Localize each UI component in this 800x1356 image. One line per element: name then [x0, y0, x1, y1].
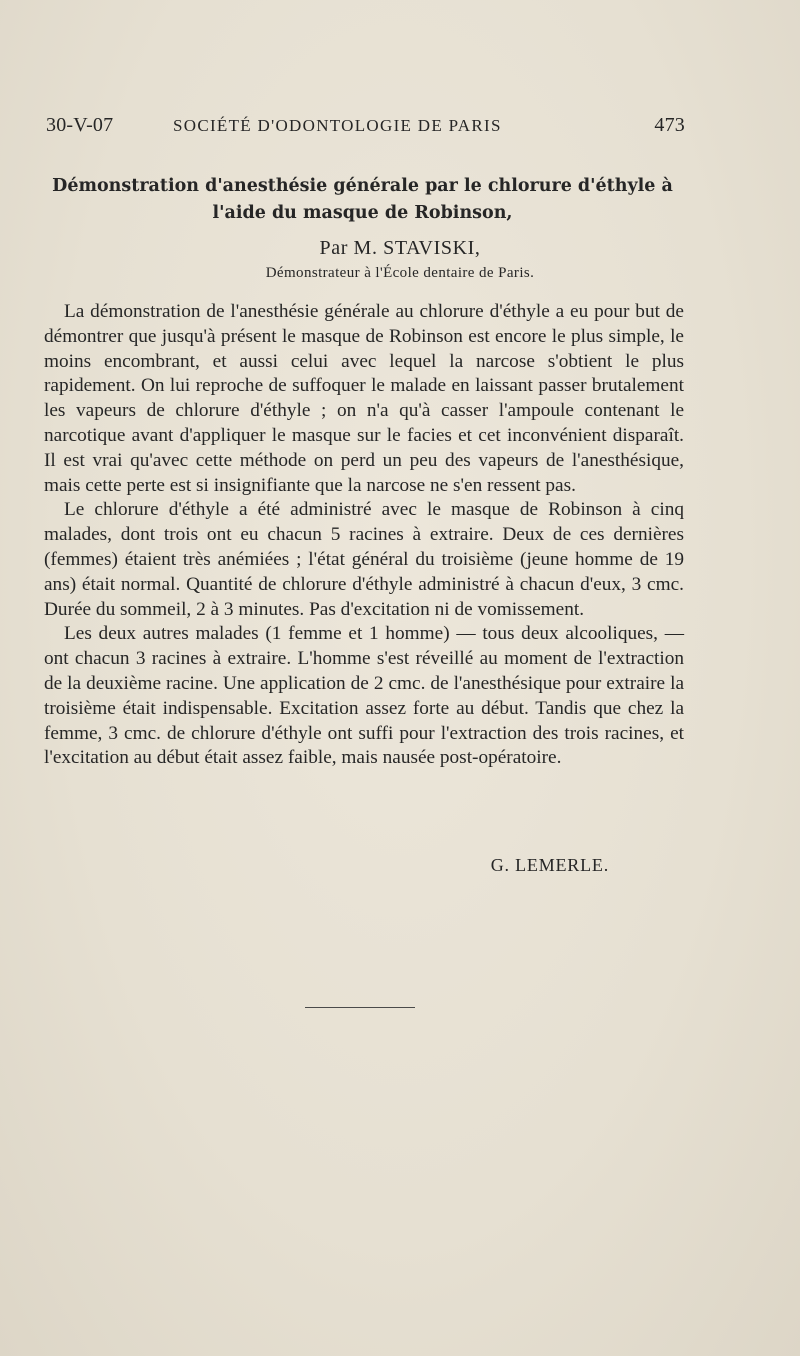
page-number: 473: [654, 114, 685, 136]
paragraph-1: La démonstration de l'anesthésie générale au chlorure d'éthyle a eu pour but de démontrer que jusqu'à présent le masque de Robinson est encore le plus simple, le moins encombrant, et aussi celui avec lequel la narcose s'obtient le plus rapidement. On lui reproche de suffoquer le malade en laissant passer brutalement les vapeurs de chlorure d'éthyle ; on n'a qu'à casser l'ampoule contenant le narcotique avant d'appliquer le masque sur le facies et cet inconvénient disparaît. Il est vrai qu'avec cette méthode on perd un peu des vapeurs de l'anesthésique, mais cette perte est si insignifiante que la narcose ne s'en ressent pas.: [44, 301, 684, 496]
article-title-line-1: Démonstration d'anesthésie générale par le chlorure d'éthyle à: [52, 176, 673, 196]
end-rule: [305, 1007, 415, 1008]
author-affiliation: Démonstrateur à l'École dentaire de Paris.: [265, 265, 535, 281]
paragraph-2: Le chlorure d'éthyle a été administré avec le masque de Robinson à cinq malades, dont trois ont eu chacun 5 racines à extraire. Deux de ces dernières (femmes) étaient très anémiées ; l'état général du troisième (jeune homme de 19 ans) était normal. Quantité de chlorure d'éthyle administré à chacun d'eux, 3 cmc. Durée du sommeil, 2 à 3 minutes. Pas d'excitation ni de vomissement.: [44, 499, 684, 620]
paragraph-3: Les deux autres malades (1 femme et 1 homme) — tous deux alcooliques, — ont chacun 3 racines à extraire. L'homme s'est réveillé au moment de l'extraction de la deuxième racine. Une application de 2 cmc. de l'anesthésique pour extraire la troisième était indispensable. Excitation assez forte au début. Tandis que chez la femme, 3 cmc. de chlorure d'éthyle ont suffi pour l'extraction des trois racines, et l'excitation au début était assez faible, mais nausée post-opératoire.: [44, 623, 684, 769]
header-date: 30-V-07: [46, 114, 114, 136]
author-prefix: Par M.: [319, 237, 378, 259]
author-name: STAVISKI,: [383, 237, 481, 259]
article-title-line-2: l'aide du masque de Robinson,: [212, 203, 513, 223]
signature: G. LEMERLE.: [490, 855, 609, 875]
author-line: [40, 235, 760, 261]
running-header: [40, 114, 685, 144]
article-title: [40, 173, 685, 227]
header-journal-title: SOCIÉTÉ D'ODONTOLOGIE DE PARIS: [173, 116, 502, 135]
article-body: [44, 300, 684, 771]
